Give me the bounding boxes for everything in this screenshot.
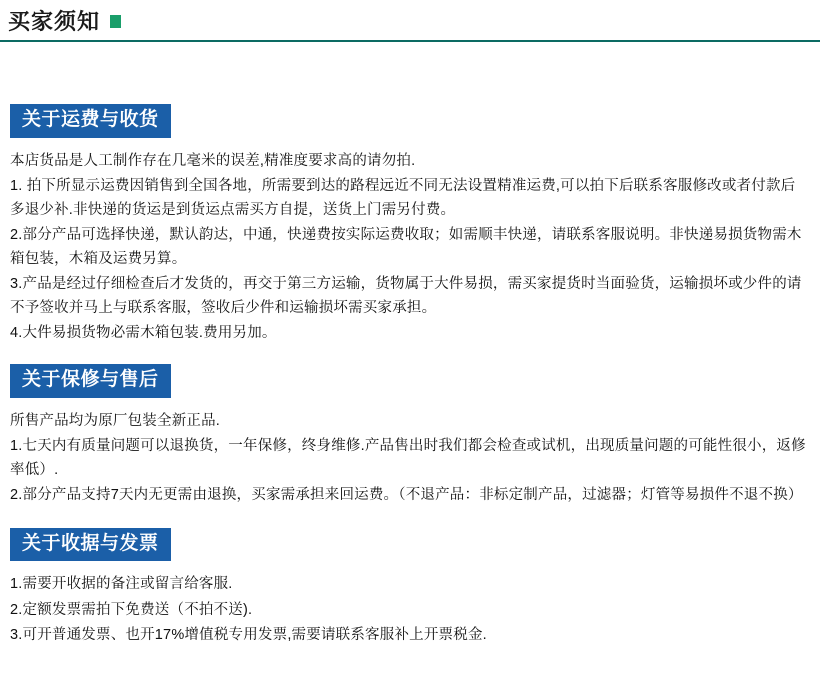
paragraph: 2.部分产品可选择快递，默认韵达，中通，快递费按实际运费收取；如需顺丰快递，请联系客服说明。非快递易损货物需木箱包装，木箱及运费另算。	[10, 227, 802, 267]
paragraph: 3.产品是经过仔细检查后才发货的，再交于第三方运输，货物属于大件易损，需买家提货时当面验货，运输损坏或少件的请不予签收并马上与联系客服，签收后少件和运输损坏需买家承担。	[10, 276, 802, 316]
section-gap	[10, 348, 810, 364]
section-body-warranty	[10, 410, 810, 508]
section-warranty	[10, 364, 810, 508]
top-spacer	[10, 42, 810, 104]
section-heading-invoice: 关于收据与发票	[10, 528, 171, 562]
section-body-shipping	[10, 150, 810, 346]
section-shipping	[10, 104, 810, 346]
section-heading-warranty: 关于保修与售后	[10, 364, 171, 398]
paragraph: 2.部分产品支持7天内无更需由退换，买家需承担来回运费。（不退产品：非标定制产品，过滤器；灯管等易损件不退不换）	[10, 487, 803, 504]
paragraph: 4.大件易损货物必需木箱包装.费用另加。	[10, 325, 277, 342]
paragraph: 1.需要开收据的备注或留言给客服.	[10, 576, 233, 593]
page-title: 买家须知	[8, 8, 101, 34]
paragraph: 2.定额发票需拍下免费送（不拍不送).	[10, 601, 253, 618]
paragraph: 1.七天内有质量问题可以退换货，一年保修，终身维修.产品售出时我们都会检查或试机，出现质量问题的可能性很小，返修率低）.	[10, 438, 806, 478]
section-heading-shipping: 关于运费与收货	[10, 104, 171, 138]
section-body-invoice	[10, 573, 810, 647]
section-invoice	[10, 528, 810, 648]
paragraph: 1. 拍下所显示运费因销售到全国各地，所需要到达的路程远近不同无法设置精准运费,可以拍下后联系客服修改或者付款后多退少补.非快递的货运是到货运点需买方自提，送货上门需另付费。	[10, 178, 796, 218]
section-gap	[10, 510, 810, 528]
paragraph: 本店货品是人工制作存在几毫米的误差,精准度要求高的请勿拍.	[10, 152, 416, 169]
green-square-icon	[110, 15, 121, 28]
paragraph: 所售产品均为原厂包装全新正品.	[10, 412, 221, 429]
paragraph: 3.可开普通发票、也开17%增值税专用发票,需要请联系客服补上开票税金.	[10, 627, 487, 644]
notice-content	[0, 42, 820, 648]
page-header	[0, 0, 820, 40]
